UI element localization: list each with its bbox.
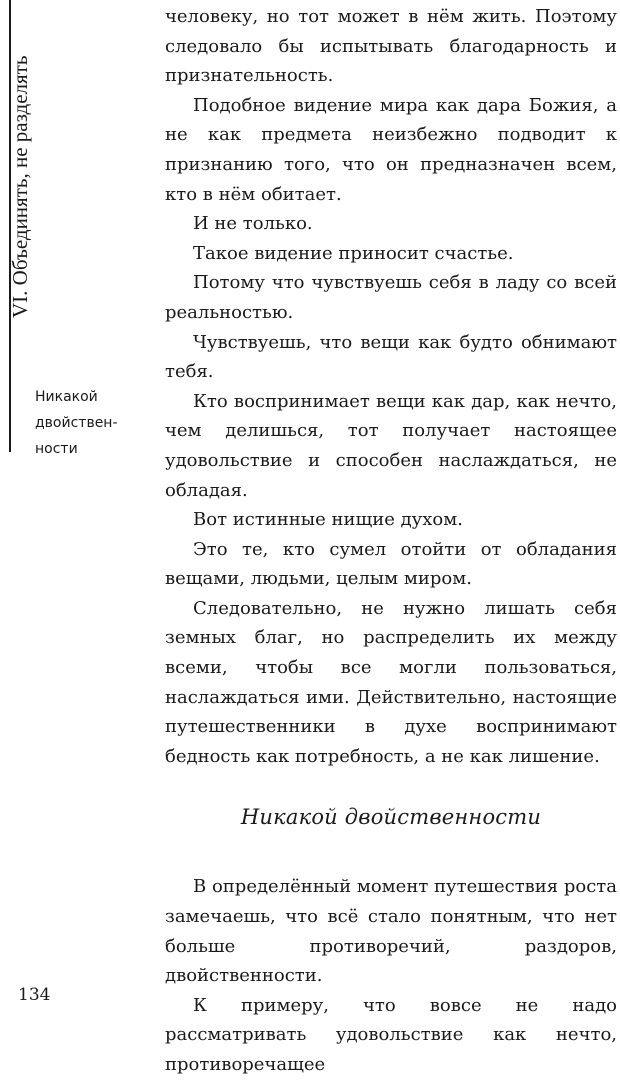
- paragraph: Такое видение приносит счастье.: [193, 242, 514, 264]
- margin-note-line: Никакой: [35, 389, 98, 405]
- margin-note-line: двойствен-: [35, 415, 118, 431]
- running-head: VI. Объединять, не разделять: [8, 55, 32, 318]
- paragraph: Это те, кто сумел отойти от обладания вещами, людьми, целым миром.: [165, 538, 617, 590]
- margin-note-line: ности: [35, 441, 78, 457]
- margin-note: [35, 384, 155, 462]
- paragraph: В определённый момент путешествия роста замечаешь, что всё стало понятным, что нет больше противоречий, раздоров, двойственности.: [165, 876, 617, 987]
- paragraph: Чувствуешь, что вещи как будто обнимают тебя.: [165, 331, 617, 383]
- paragraph: К примеру, что вовсе не надо рассматривать удовольствие как нечто, противоречащее: [165, 994, 617, 1075]
- paragraph: Кто воспринимает вещи как дар, как нечто, чем делишься, тот получает настоящее удовольствие и способен наслаждаться, не обладая.: [165, 390, 617, 501]
- body-text: [165, 2, 617, 1080]
- section-heading: Никакой двойственности: [240, 805, 542, 830]
- paragraph: Следовательно, не нужно лишать себя земных благ, но распределить их между всеми, чтобы все могли пользоваться, наслаждаться ими. Действительно, настоящие путешественники в духе воспринимают бедность как потребность, а не как лишение.: [165, 597, 617, 767]
- paragraph: Подобное видение мира как дара Божия, а не как предмета неизбежно подводит к признанию того, что он предназначен всем, кто в нём обитает.: [165, 94, 617, 205]
- paragraph: человеку, но тот может в нём жить. Поэтому следовало бы испытывать благодарность и признательность.: [165, 6, 617, 87]
- paragraph: И не только.: [193, 213, 313, 235]
- page-number: 134: [18, 985, 51, 1005]
- paragraph: Вот истинные нищие духом.: [193, 509, 463, 531]
- paragraph: Потому что чувствуешь себя в ладу со всей реальностью.: [165, 272, 617, 323]
